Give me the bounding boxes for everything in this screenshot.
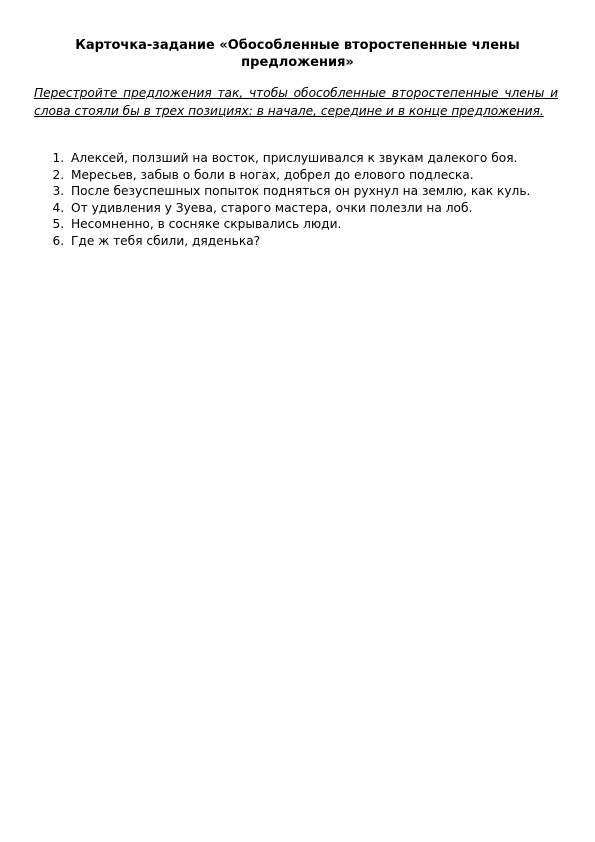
list-item: 2. Мересьев, забыв о боли в ногах, добрел до елового подлеска. (68, 167, 580, 184)
list-item: 4. От удивления у Зуева, старого мастера, очки полезли на лоб. (68, 200, 580, 217)
list-item: 3. После безуспешных попыток подняться он рухнул на землю, как куль. (68, 183, 580, 200)
list-item: 6. Где ж тебя сбили, дяденька? (68, 233, 580, 250)
list-item: 5. Несомненно, в сосняке скрывались люди. (68, 216, 580, 233)
page-title: Карточка-задание «Обособленные второстепенные члены предложения» (75, 38, 520, 70)
list-item: 1. Алексей, ползший на восток, прислушивался к звукам далекого боя. (68, 150, 580, 167)
task-instruction: Перестройте предложения так, чтобы обособленные второстепенные члены и слова стояли бы в трех позициях: в начале, середине и в конце предложения. (34, 86, 558, 118)
sentence-list (48, 150, 580, 249)
